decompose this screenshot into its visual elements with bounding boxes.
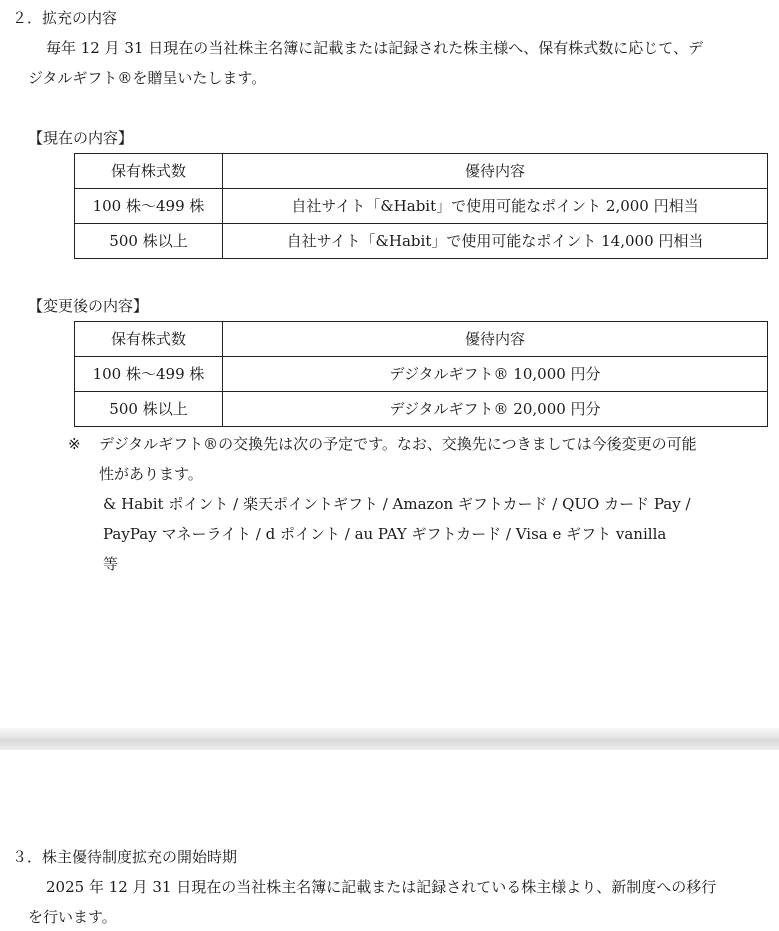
cell-benefit: 自社サイト「&Habit」で使用可能なポイント 2,000 円相当 <box>223 189 768 224</box>
separator: / <box>680 495 691 513</box>
exchange-item: 楽天ポイントギフト <box>242 495 378 513</box>
table-row <box>75 357 768 392</box>
exchange-item: Visa e ギフト vanilla <box>515 525 667 543</box>
cell-benefit: デジタルギフト® 20,000 円分 <box>223 392 768 427</box>
section2-paragraph-line1: 毎年 12 月 31 日現在の当社株主名簿に記載または記録された株主様へ、保有株式数に応じて、デ <box>46 39 703 57</box>
section3-heading: ３．株主優待制度拡充の開始時期 <box>12 848 238 866</box>
note-line2: 性があります。 <box>99 465 203 483</box>
table-row <box>75 392 768 427</box>
table-header-row <box>75 322 768 357</box>
header-shares: 保有株式数 <box>75 322 223 357</box>
changed-table-title: 【変更後の内容】 <box>28 297 149 315</box>
cell-benefit: 自社サイト「&Habit」で使用可能なポイント 14,000 円相当 <box>223 224 768 259</box>
cell-shares: 500 株以上 <box>75 392 223 427</box>
separator: / <box>501 525 516 543</box>
document-page-2 <box>0 750 779 931</box>
separator: / <box>228 495 243 513</box>
separator: / <box>547 495 563 513</box>
table-row <box>75 189 768 224</box>
header-benefit: 優待内容 <box>223 154 768 189</box>
changed-benefit-table <box>74 321 768 427</box>
header-shares: 保有株式数 <box>75 154 223 189</box>
note-mark: ※ <box>68 435 81 453</box>
cell-benefit: デジタルギフト® 10,000 円分 <box>223 357 768 392</box>
table-row <box>75 224 768 259</box>
table-header-row <box>75 154 768 189</box>
page-break-gap <box>0 728 779 750</box>
exchange-item: & Habit ポイント <box>103 495 229 513</box>
cell-shares: 500 株以上 <box>75 224 223 259</box>
header-benefit: 優待内容 <box>223 322 768 357</box>
exchange-item: Amazon ギフトカード <box>392 495 548 513</box>
current-table-title: 【現在の内容】 <box>28 129 134 147</box>
cell-shares: 100 株～499 株 <box>75 189 223 224</box>
cell-shares: 100 株～499 株 <box>75 357 223 392</box>
exchange-item: PayPay マネーライト <box>103 525 251 543</box>
section3-paragraph-line1: 2025 年 12 月 31 日現在の当社株主名簿に記載または記録されている株主様より、新制度への移行 <box>46 878 717 896</box>
separator: / <box>377 495 393 513</box>
section3-paragraph-line2: を行います。 <box>28 908 117 926</box>
separator: / <box>251 525 266 543</box>
current-benefit-table <box>74 153 768 259</box>
exchange-item: au PAY ギフトカード <box>354 525 502 543</box>
section2-paragraph-line2: ジタルギフト®を贈呈いたします。 <box>28 69 267 87</box>
exchange-item: d ポイント <box>265 525 340 543</box>
note-line1: デジタルギフト®の交換先は次の予定です。なお、交換先につきましては今後変更の可能 <box>99 435 697 453</box>
section2-heading: ２．拡充の内容 <box>12 9 118 27</box>
trailing-etc: 等 <box>103 555 119 573</box>
exchange-destination-list <box>103 489 773 579</box>
exchange-item: QUO カード Pay <box>562 495 681 513</box>
separator: / <box>339 525 355 543</box>
